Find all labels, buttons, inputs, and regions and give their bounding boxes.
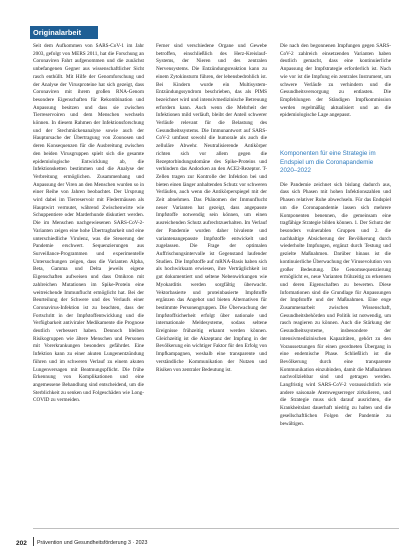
footer-separator	[33, 537, 34, 546]
footer-divider	[33, 528, 399, 529]
body-paragraph: Die nach den begonnenen Impfungen gegen SARS-CoV-2 zahlreich einsetzenden Varianten haben deutlich gemacht, dass eine kontinuierliche Anpassung der Impfstrategie erforderlich ist. Nach wie vor ist die Impfung ein zentrales Instrument, um schwere Verläufe zu verhindern und die Gesundheitsversorgung zu entlasten. Die Empfehlungen der Ständigen Impfkommission werden regelmäßig aktualisiert und an die epidemiologische Lage angepasst.	[280, 43, 391, 119]
article-type-badge: Originalarbeit	[30, 26, 98, 39]
text-column-left	[33, 43, 144, 523]
body-paragraph: Seit dem Aufkommen von SARS-CoV-1 im Jahr 2003, gefolgt von MERS 2011, hat die Forschung an Coronaviren Fahrt aufgenommen und die zunächst unbefangenen Gegner aus wissenschaftlicher Sicht rasch enthüllt. Mit Hilfe der Genomforschung und der Analyse der Virusproteine hat sich gezeigt, dass Coronaviren mit ihrem großen RNA-Genom besondere Eigenschaften für Rekombination und Anpassung besitzen und dass sie zwischen Tierreservoiren und dem Menschen wechseln können. In diesem Rahmen der Infektionsforschung und der Stechmückenanalyse sowie auch der Hauptursache der Übertragung von Zoonosen und deren Konsequenzen für die Ausbreitung zwischen den beiden Virusgruppen spielt sich die gesamte epidemiologische Entwicklung ab, die Infektionsketten bestimmen und die Analyse der Verbreitung ermöglichen. Zusammenhang und Anpassung der Viren an den Menschen wurden so in einer Reihe von Jahren beobachtet. Der Ursprung wird dabei im Tierreservoir mit Fledermäusen als Hauptwirt vermutet, während Zwischenwirte wie Schuppentiere oder Marderhunde diskutiert werden. Die im Menschen nachgewiesenen SARS-CoV-2-Varianten zeigen eine hohe Übertragbarkeit und eine unterschiedliche Virulenz, was die Steuerung der Pandemie erschwert. Sequenzierungen aus Surveillance-Programmen und experimentelle Untersuchungen zeigen, dass die Varianten Alpha, Beta, Gamma und Delta jeweils eigene Eigenschaften aufweisen und dass Omikron mit zahlreichen Mutationen im Spike-Protein eine weitreichende Immunflucht ermöglicht hat. Bei der Beurteilung der Schwere und des Verlaufs einer Coronavirus-Infektion ist zu beachten, dass der Fortschritt in der Impfstoffentwicklung und die Verfügbarkeit antiviraler Medikamente die Prognose deutlich verbessert haben. Dennoch bleiben Risikogruppen wie ältere Menschen und Personen mit Vorerkrankungen besonders gefährdet. Eine Infektion kann zu einer akuten Lungenentzündung führen und im schweren Verlauf zu einem akuten Lungenversagen mit Beatmungspflicht. Die frühe Erkennung von Komplikationen und eine angemessene Behandlung sind entscheidend, um die Sterblichkeit zu senken und Folgeschäden wie Long-COVID zu vermeiden.	[33, 43, 144, 404]
body-paragraph: Ferner sind verschiedene Organe und Gewebe betroffen, einschließlich des Herz-Kreislauf-Systems, der Nieren und des zentralen Nervensystems. Die Entzündungsreaktion kann zu einem Zytokinsturm führen, der lebensbedrohlich ist. Bei Kindern wurde ein Multisystem-Entzündungssyndrom beschrieben, das als PIMS bezeichnet wird und intensivmedizinische Betreuung erfordern kann. Auch wenn die Mehrheit der Infektionen mild verläuft, bleibt der Anteil schwerer Verläufe relevant für die Belastung des Gesundheitssystems. Die Immunantwort auf SARS-CoV-2 umfasst sowohl die humorale als auch die zelluläre Abwehr. Neutralisierende Antikörper richten sich vor allem gegen die Rezeptorbindungsdomäne des Spike-Proteins und verhindern das Andocken an den ACE2-Rezeptor. T-Zellen tragen zur Kontrolle der Infektion bei und bieten einen länger anhaltenden Schutz vor schweren Verläufen, auch wenn die Antikörperspiegel mit der Zeit abnehmen. Das Phänomen der Immunflucht neuer Varianten hat gezeigt, dass angepasste Impfstoffe notwendig sein können, um einen ausreichenden Schutz aufrechtzuerhalten. Im Verlauf der Pandemie wurden daher bivalente und variantenangepasste Impfstoffe entwickelt und zugelassen. Die Frage der optimalen Auffrischungsintervalle ist Gegenstand laufender Studien. Die Impfstoffe auf mRNA-Basis haben sich als hochwirksam erwiesen, ihre Verträglichkeit ist gut dokumentiert und seltene Nebenwirkungen wie Myokarditis werden sorgfältig überwacht. Vektorbasierte und proteinbasierte Impfstoffe ergänzen das Angebot und bieten Alternativen für bestimmte Personengruppen. Die Überwachung der Impfstoffsicherheit erfolgt über nationale und internationale Meldesysteme, sodass seltene Ereignisse frühzeitig erkannt werden können. Gleichzeitig ist die Akzeptanz der Impfung in der Bevölkerung ein wichtiger Faktor für den Erfolg von Impfkampagnen, weshalb eine transparente und verständliche Kommunikation der Nutzen und Risiken von zentraler Bedeutung ist.	[156, 43, 267, 373]
text-column-middle	[156, 43, 267, 523]
body-paragraph: Die Pandemie zeichnet sich bislang dadurch aus, dass sich Phasen mit hohen Infektionszahlen und Phasen relativer Ruhe abwechseln. Für das Endspiel um die Coronapandemie lassen sich mehrere Komponenten benennen, die gemeinsam eine tragfähige Strategie bilden können. 1. Der Schutz der besonders vulnerablen Gruppen und 2. die nachhaltige Absicherung der Bevölkerung durch wiederholte Impfungen, ergänzt durch Testung und gezielte Maßnahmen. Darüber hinaus ist die kontinuierliche Überwachung der Virusevolution von großer Bedeutung. Die Genomsequenzierung ermöglicht es, neue Varianten frühzeitig zu erkennen und deren Eigenschaften zu bewerten. Diese Informationen sind die Grundlage für Anpassungen der Impfstoffe und der Maßnahmen. Eine enge Zusammenarbeit zwischen Wissenschaft, Gesundheitsbehörden und Politik ist notwendig, um rasch reagieren zu können. Auch die Stärkung der Gesundheitssysteme, insbesondere der intensivmedizinischen Kapazitäten, gehört zu den Voraussetzungen für einen geordneten Übergang in eine endemische Phase. Schließlich ist die Bevölkerung durch eine transparente Kommunikation einzubinden, damit die Maßnahmen nachvollziehbar sind und getragen werden. Langfristig wird SARS-CoV-2 voraussichtlich wie andere saisonale Atemwegserreger zirkulieren, und die Strategie muss sich darauf ausrichten, die Krankheitslast dauerhaft niedrig zu halten und die gesellschaftlichen Folgen der Pandemie zu bewältigen.	[280, 181, 391, 427]
text-column-right	[280, 43, 391, 486]
page-number: 202	[16, 540, 27, 547]
journal-citation: Prävention und Gesundheitsförderung 3 · 2023	[37, 540, 148, 546]
section-heading: Komponenten für eine Strategie im Endspiel um die Coronapandemie 2020–2022	[280, 150, 376, 175]
